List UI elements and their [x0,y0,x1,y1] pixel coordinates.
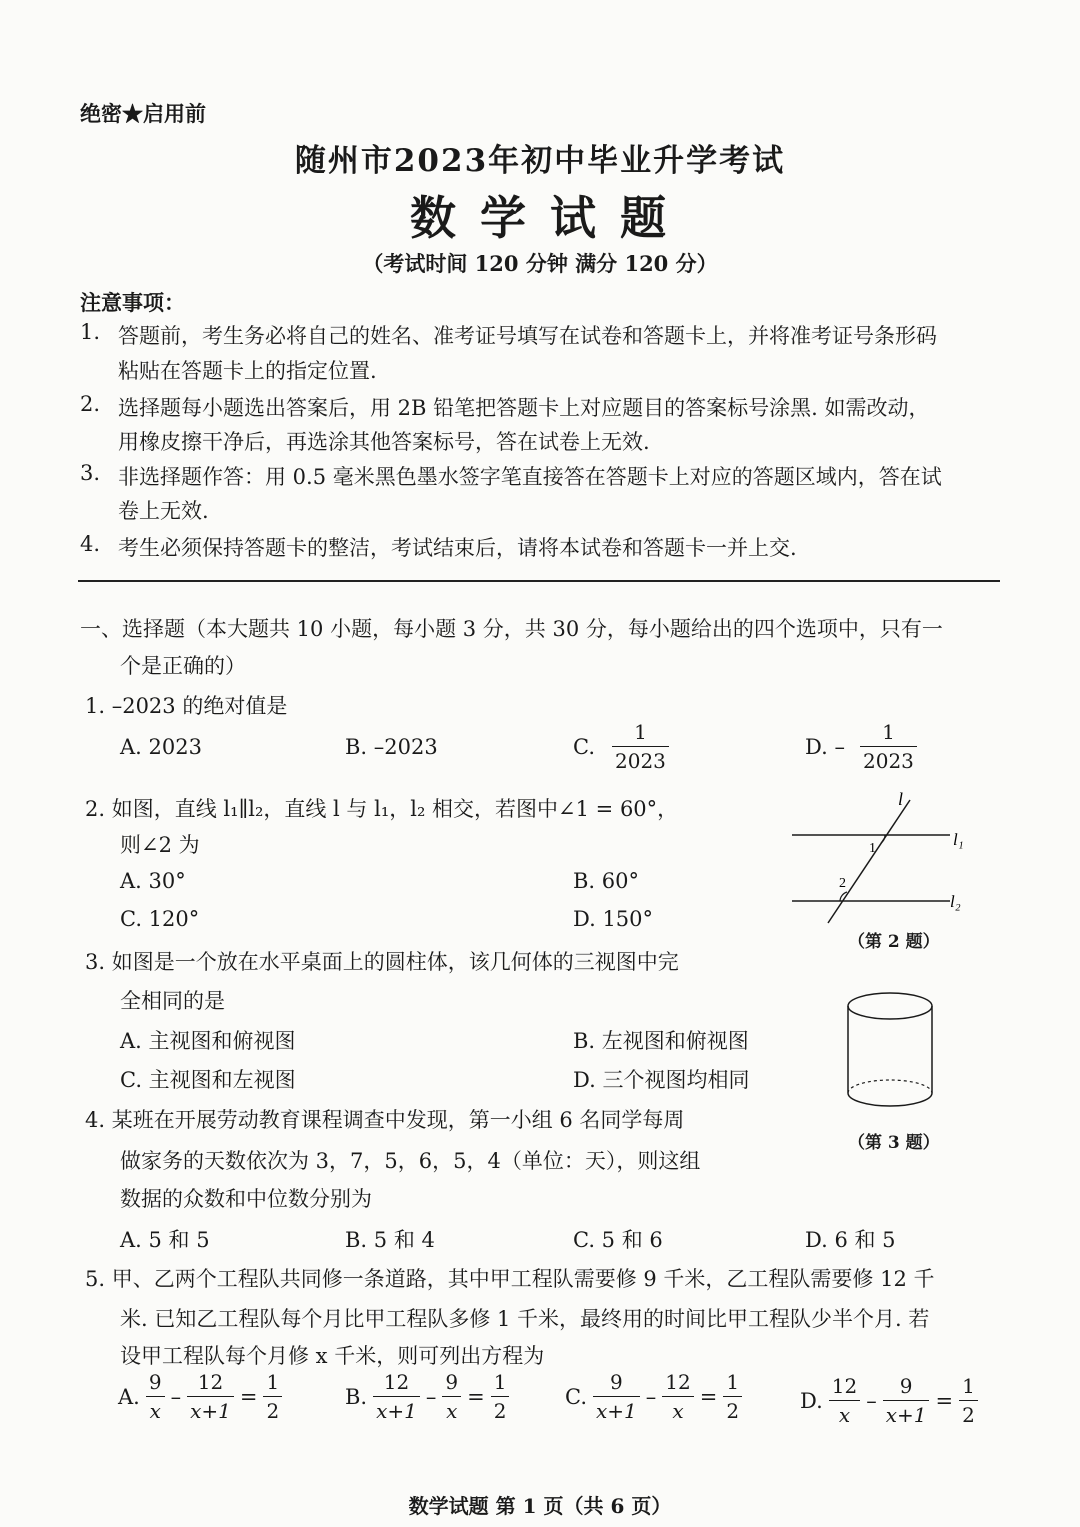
q2-option-c: C. 120° [120,907,200,931]
q2-option-d: D. 150° [573,907,654,931]
q4-option-d: D. 6 和 5 [805,1228,896,1252]
q5-c-label: C. [565,1384,587,1409]
numerator: 12 [831,1374,858,1398]
q3-option-c: C. 主视图和左视图 [120,1068,296,1092]
cylinder-top [848,993,932,1019]
subject-title: 数 学 试 题 [409,191,671,245]
label-l: l [898,789,904,809]
q5-d-fraction-2 [883,1376,930,1425]
q5-b-fraction-1 [373,1372,420,1421]
q5-a-label: A. [118,1384,140,1409]
numerator: 9 [899,1374,913,1398]
equals-sign: = [467,1384,485,1409]
q3-stem-line1: 3. 如图是一个放在水平桌面上的圆柱体，该几何体的三视图中完 [85,950,679,974]
q2-option-a: A. 30° [120,869,186,893]
section1-heading-line2: 个是正确的） [120,654,246,678]
note-1-line1: 答题前，考生务必将自己的姓名、准考证号填写在试卷和答题卡上，并将准考证号条形码 [118,324,937,348]
q5-d-fraction-rhs [959,1376,978,1425]
numerator: 12 [665,1370,691,1394]
q2-option-b: B. 60° [573,869,640,893]
q4-option-b: B. 5 和 4 [345,1228,435,1252]
label-l1: l₁ [953,830,964,849]
section1-heading-line1: 一、选择题（本大题共 10 小题，每小题 3 分，共 30 分，每小题给出的四个选项中，只有一 [80,617,943,641]
label-angle1: 1 [869,841,876,856]
cylinder-bottom-front [848,1093,932,1106]
q5-b-fraction-2 [442,1372,461,1421]
fraction-bar [373,1396,420,1397]
q5-option-a [118,1372,282,1421]
q5-stem-line2: 米. 已知乙工程队每个月比甲工程队多修 1 千米，最终用的时间比甲工程队少半个月. 若 [120,1307,930,1331]
minus-sign: – [170,1384,182,1409]
line-l [828,800,910,923]
fraction-bar [959,1400,978,1401]
q5-a-fraction-1 [146,1372,165,1421]
divider [78,580,1000,582]
q5-c-fraction-rhs [723,1372,742,1421]
q5-b-fraction-rhs [491,1372,510,1421]
fraction-bar [593,1396,640,1397]
denominator: x [446,1399,458,1423]
denominator: x+1 [885,1403,927,1427]
q5-c-fraction-2 [662,1372,693,1421]
numerator: 1 [493,1370,507,1394]
q3-cylinder-figure [835,988,945,1118]
q2-parallel-lines-figure [780,785,980,925]
fraction-bar [662,1396,693,1397]
note-3-line2: 卷上无效. [118,499,209,523]
q5-option-b [345,1372,509,1421]
notes-heading: 注意事项： [80,290,185,315]
note-2-line1: 选择题每小题选出答案后，用 2B 铅笔把答题卡上对应题目的答案标号涂黑. 如需改动， [118,396,930,420]
numerator: 9 [610,1370,623,1394]
numerator: 12 [383,1370,410,1394]
q1-option-b: B. –2023 [345,735,438,759]
q1-c-denominator: 2023 [615,749,666,773]
q5-option-c [565,1372,742,1421]
numerator: 1 [962,1374,975,1398]
cylinder-bottom-back [848,1080,932,1093]
secret-label: 绝密★启用前 [80,101,206,126]
denominator: 2 [962,1403,975,1427]
denominator: x [149,1399,161,1423]
denominator: x [838,1403,851,1427]
q4-stem-line1: 4. 某班在开展劳动教育课程调查中发现，第一小组 6 名同学每周 [85,1108,685,1132]
q5-option-d [800,1376,978,1425]
fraction-bar [723,1396,742,1397]
fraction-bar [829,1400,860,1401]
angle1-arc [881,835,885,843]
denominator: 2 [266,1399,280,1423]
label-angle2: 2 [839,876,846,891]
denominator: x [672,1399,684,1423]
fraction-bar [860,746,917,747]
q1-option-d-fraction [860,722,917,771]
q4-option-a: A. 5 和 5 [120,1228,210,1252]
q5-stem-line1: 5. 甲、乙两个工程队共同修一条道路，其中甲工程队需要修 9 千米，乙工程队需要修 12 千 [85,1267,935,1291]
q3-option-a: A. 主视图和俯视图 [120,1029,296,1053]
fraction-bar [612,746,669,747]
fraction-bar [442,1396,461,1397]
q5-a-fraction-2 [187,1372,234,1421]
denominator: 2 [493,1399,507,1423]
label-l2: l₂ [950,892,961,911]
q1-d-numerator: 1 [882,720,895,744]
equals-sign: = [935,1388,954,1413]
fraction-bar [146,1396,165,1397]
denominator: x+1 [376,1399,417,1423]
q3-option-d: D. 三个视图均相同 [573,1068,750,1092]
numerator: 1 [726,1370,740,1394]
q3-caption: （第 3 题） [848,1133,940,1153]
q5-d-label: D. [800,1388,823,1413]
q5-a-fraction-rhs [263,1372,282,1421]
q4-option-c: C. 5 和 6 [573,1228,663,1252]
minus-sign: – [866,1388,877,1413]
note-2-num: 2. [80,392,101,416]
denominator: x+1 [190,1399,231,1423]
q1-option-c-fraction [612,722,669,771]
q1-option-a: A. 2023 [120,735,202,759]
q1-d-denominator: 2023 [863,749,914,773]
fraction-bar [187,1396,234,1397]
q5-stem-line3: 设甲工程队每个月修 x 千米，则可列出方程为 [120,1344,545,1368]
note-2-line2: 用橡皮擦干净后，再选涂其他答案标号，答在试卷上无效. [118,430,650,454]
equals-sign: = [239,1384,258,1409]
exam-info: （考试时间 120 分钟 满分 120 分） [362,251,718,276]
numerator: 1 [266,1370,280,1394]
q2-stem-line2: 则∠2 为 [120,833,200,857]
fraction-bar [263,1396,282,1397]
minus-sign: – [645,1384,657,1409]
note-4-line1: 考生必须保持答题卡的整洁，考试结束后，请将本试卷和答题卡一并上交. [118,536,797,560]
q2-caption: （第 2 题） [848,932,940,952]
q5-c-fraction-1 [593,1372,640,1421]
minus-sign: – [425,1384,437,1409]
q2-stem-line1: 2. 如图，直线 l₁∥l₂，直线 l 与 l₁，l₂ 相交，若图中∠1 = 60°， [85,797,679,821]
q1-option-d-label: D. – [805,735,845,759]
numerator: 12 [197,1370,224,1394]
denominator: 2 [726,1399,740,1423]
denominator: x+1 [596,1399,637,1423]
note-3-line1: 非选择题作答：用 0.5 毫米黑色墨水签字笔直接答在答题卡上对应的答题区域内，答在试 [118,465,942,489]
q5-b-label: B. [345,1384,368,1409]
q3-stem-line2: 全相同的是 [120,989,225,1013]
note-4-num: 4. [80,532,101,556]
q5-d-fraction-1 [829,1376,860,1425]
equals-sign: = [699,1384,718,1409]
note-3-num: 3. [80,461,101,485]
note-1-line2: 粘贴在答题卡上的指定位置. [118,359,377,383]
q1-option-c-label: C. [573,735,595,759]
q4-stem-line2: 做家务的天数依次为 3，7，5，6，5，4（单位：天），则这组 [120,1149,701,1173]
fraction-bar [883,1400,930,1401]
page-footer: 数学试题 第 1 页（共 6 页） [408,1494,672,1518]
q4-stem-line3: 数据的众数和中位数分别为 [120,1187,372,1211]
numerator: 9 [148,1370,162,1394]
exam-title: 随州市2023年初中毕业升学考试 [294,143,786,179]
q1-stem: 1. –2023 的绝对值是 [85,694,288,718]
note-1-num: 1. [80,320,101,344]
q3-option-b: B. 左视图和俯视图 [573,1029,749,1053]
q1-c-numerator: 1 [634,720,647,744]
numerator: 9 [445,1370,459,1394]
fraction-bar [491,1396,510,1397]
